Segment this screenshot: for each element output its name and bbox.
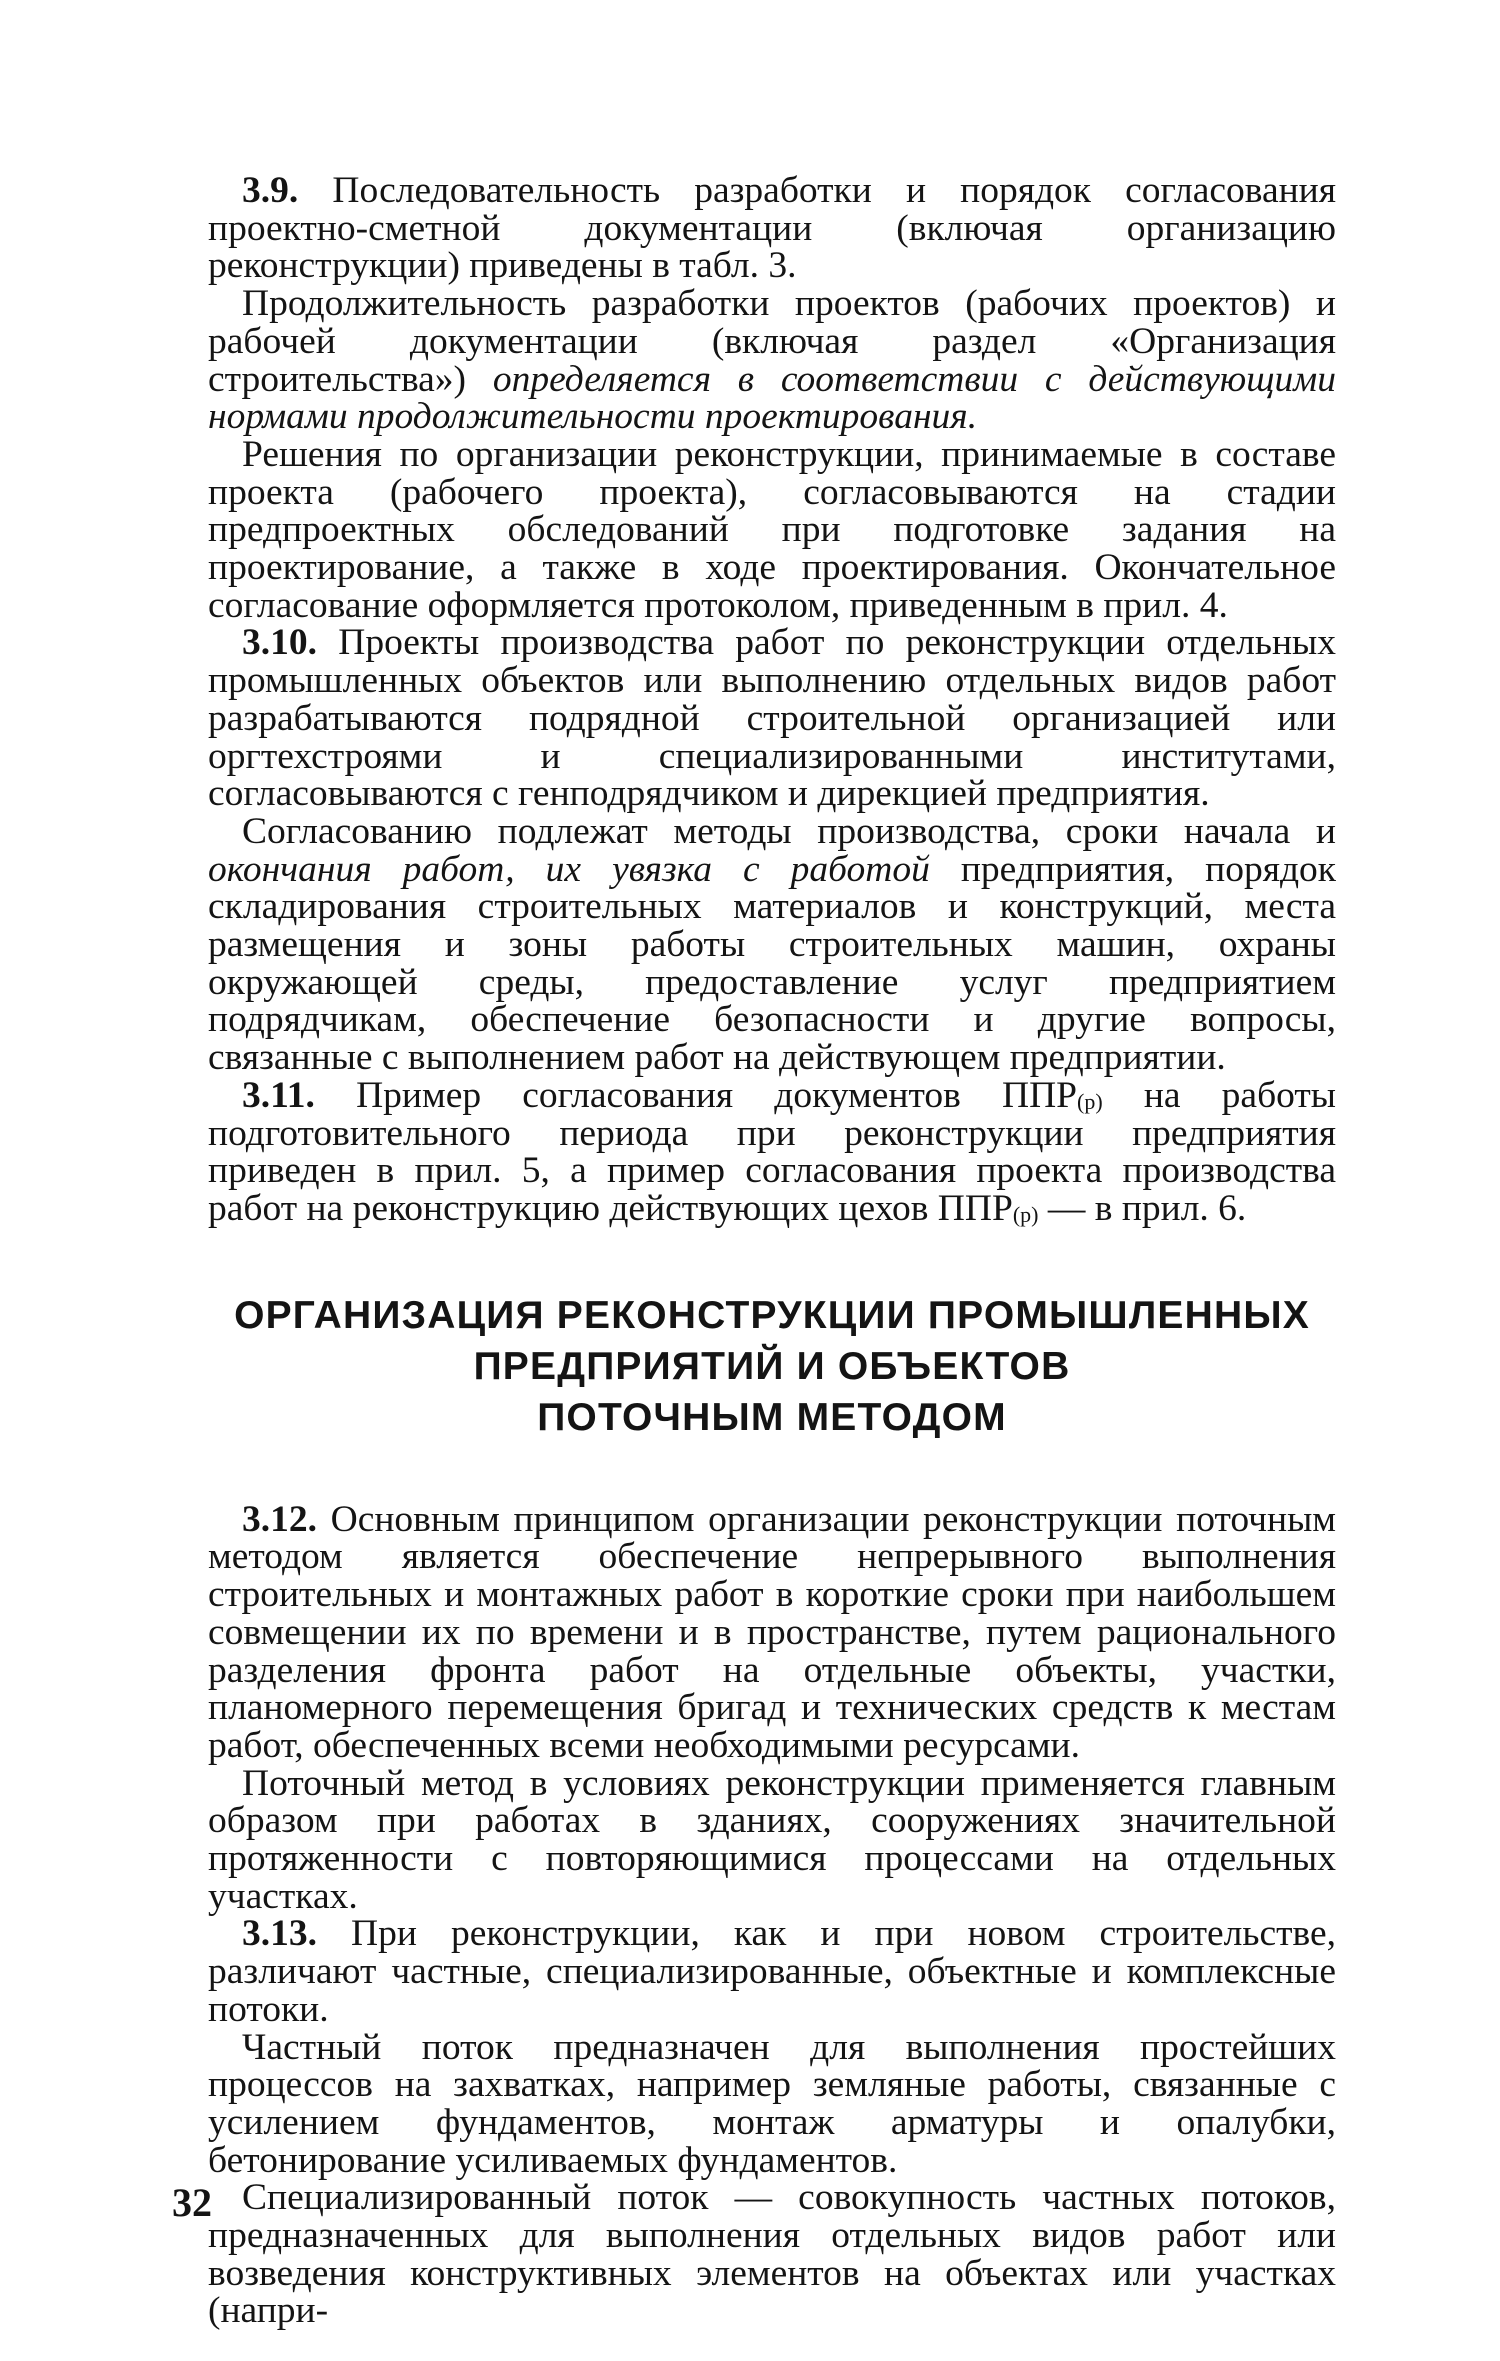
clause-number: 3.12. xyxy=(242,1498,317,1540)
paragraph-decisions xyxy=(208,433,1336,626)
paragraph-italic-text: окончания работ, их увязка с работой xyxy=(208,848,930,890)
subscript-p: (р) xyxy=(1012,1201,1039,1227)
paragraph-text: Согласованию подлежат методы производства, сроки начала и xyxy=(242,810,1336,852)
paragraph-partial-flow xyxy=(208,2026,1336,2181)
heading-line-3: ПОТОЧНЫМ МЕТОДОМ xyxy=(537,1395,1007,1439)
paragraph-text: Решения по организации реконструкции, принимаемые в составе проекта (рабочего проекта), согласовываются на стадии предпроектных обследований при подготовке задания на проектирование, а также в ходе проектирования. Окончательное согласование оформляется протоколом, приведенным в прил. 4. xyxy=(208,433,1336,626)
page-number: 32 xyxy=(172,2180,212,2225)
paragraph-approval-subjects xyxy=(208,810,1336,1079)
paragraph-3-11 xyxy=(208,1074,1336,1229)
paragraph-duration xyxy=(208,285,1336,436)
paragraph-text: — в прил. 6. xyxy=(1038,1187,1247,1229)
paragraph-3-13 xyxy=(208,1915,1336,2028)
clause-number: 3.11. xyxy=(242,1074,315,1116)
clause-number: 3.9. xyxy=(242,170,299,211)
paragraph-text: Продолжительность разработки проектов (рабочих проектов) и рабочей документации (включая раздел «Организация строительства») xyxy=(208,283,1336,400)
subscript-p: (р) xyxy=(1077,1088,1103,1114)
paragraph-3-10 xyxy=(208,624,1336,813)
heading-line-2: ПРЕДПРИЯТИЙ И ОБЪЕКТОВ xyxy=(473,1344,1071,1388)
paragraph-text: Специализированный поток — совокупность частных потоков, предназначенных для выполнения отдельных видов работ или возведения конструктивных элементов на объектах или участках (напри- xyxy=(208,2177,1336,2332)
paragraph-text: Проекты производства работ по реконструкции отдельных промышленных объектов или выполнению отдельных видов работ разрабатываются подрядной строительной организацией или оргтехстроями и специализированными институтами, согласовываются с генподрядчиком и дирекцией предприятия. xyxy=(208,622,1336,815)
heading-line-1: ОРГАНИЗАЦИЯ РЕКОНСТРУКЦИИ ПРОМЫШЛЕННЫХ xyxy=(234,1293,1310,1337)
paragraph-flow-method xyxy=(208,1762,1336,1917)
paragraph-italic-text: определяется в соответствии с действующими нормами продолжительности проектирования. xyxy=(208,358,1336,438)
clause-number: 3.13. xyxy=(242,1913,317,1955)
paragraph-text: Частный поток предназначен для выполнения простейших процессов на захватках, например земляные работы, связанные с усилением фундаментов, монтаж арматуры и опалубки, бетонирование усиливаемых фундаментов. xyxy=(208,2026,1336,2181)
paragraph-3-12 xyxy=(208,1498,1336,1766)
clause-number: 3.10. xyxy=(242,622,317,664)
paragraph-text: Пример согласования документов ППР xyxy=(356,1074,1078,1116)
paragraph-text: При реконструкции, как и при новом строительстве, различают частные, специализированные, объектные и комплексные потоки. xyxy=(208,1913,1336,2030)
paragraph-text: Поточный метод в условиях реконструкции применяется главным образом при работах в зданиях, сооружениях значительной протяженности с повторяющимися процессами на отдельных участках. xyxy=(208,1762,1336,1917)
page-body xyxy=(208,172,1336,2330)
paragraph-specialized-flow xyxy=(208,2179,1336,2330)
section-heading xyxy=(208,1290,1336,1443)
paragraph-text: Последовательность разработки и порядок согласования проектно-сметной документации (включая организацию реконструкции) приведены в табл. 3. xyxy=(208,170,1336,287)
paragraph-text: Основным принципом организации реконструкции поточным методом является обеспечение непрерывного выполнения строительных и монтажных работ в короткие сроки при наибольшем совмещении их по времени и в пространстве, путем рационального разделения фронта работ на отдельные объекты, участки, планомерного перемещения бригад и технических средств к местам работ, обеспеченных всеми необходимыми ресурсами. xyxy=(208,1498,1336,1766)
paragraph-text: на работы подготовительного периода при реконструкции предприятия приведен в прил. 5, а пример согласования проекта производства работ на реконструкцию действующих цехов ППР xyxy=(208,1074,1336,1229)
paragraph-text: предприятия, порядок складирования строительных материалов и конструкций, места размещения и зоны работы строительных машин, охраны окружающей среды, предоставление услуг предприятием подрядчикам, обеспечение безопасности и другие вопросы, связанные с выполнением работ на действующем предприятии. xyxy=(208,848,1336,1079)
paragraph-3-9 xyxy=(208,172,1336,285)
